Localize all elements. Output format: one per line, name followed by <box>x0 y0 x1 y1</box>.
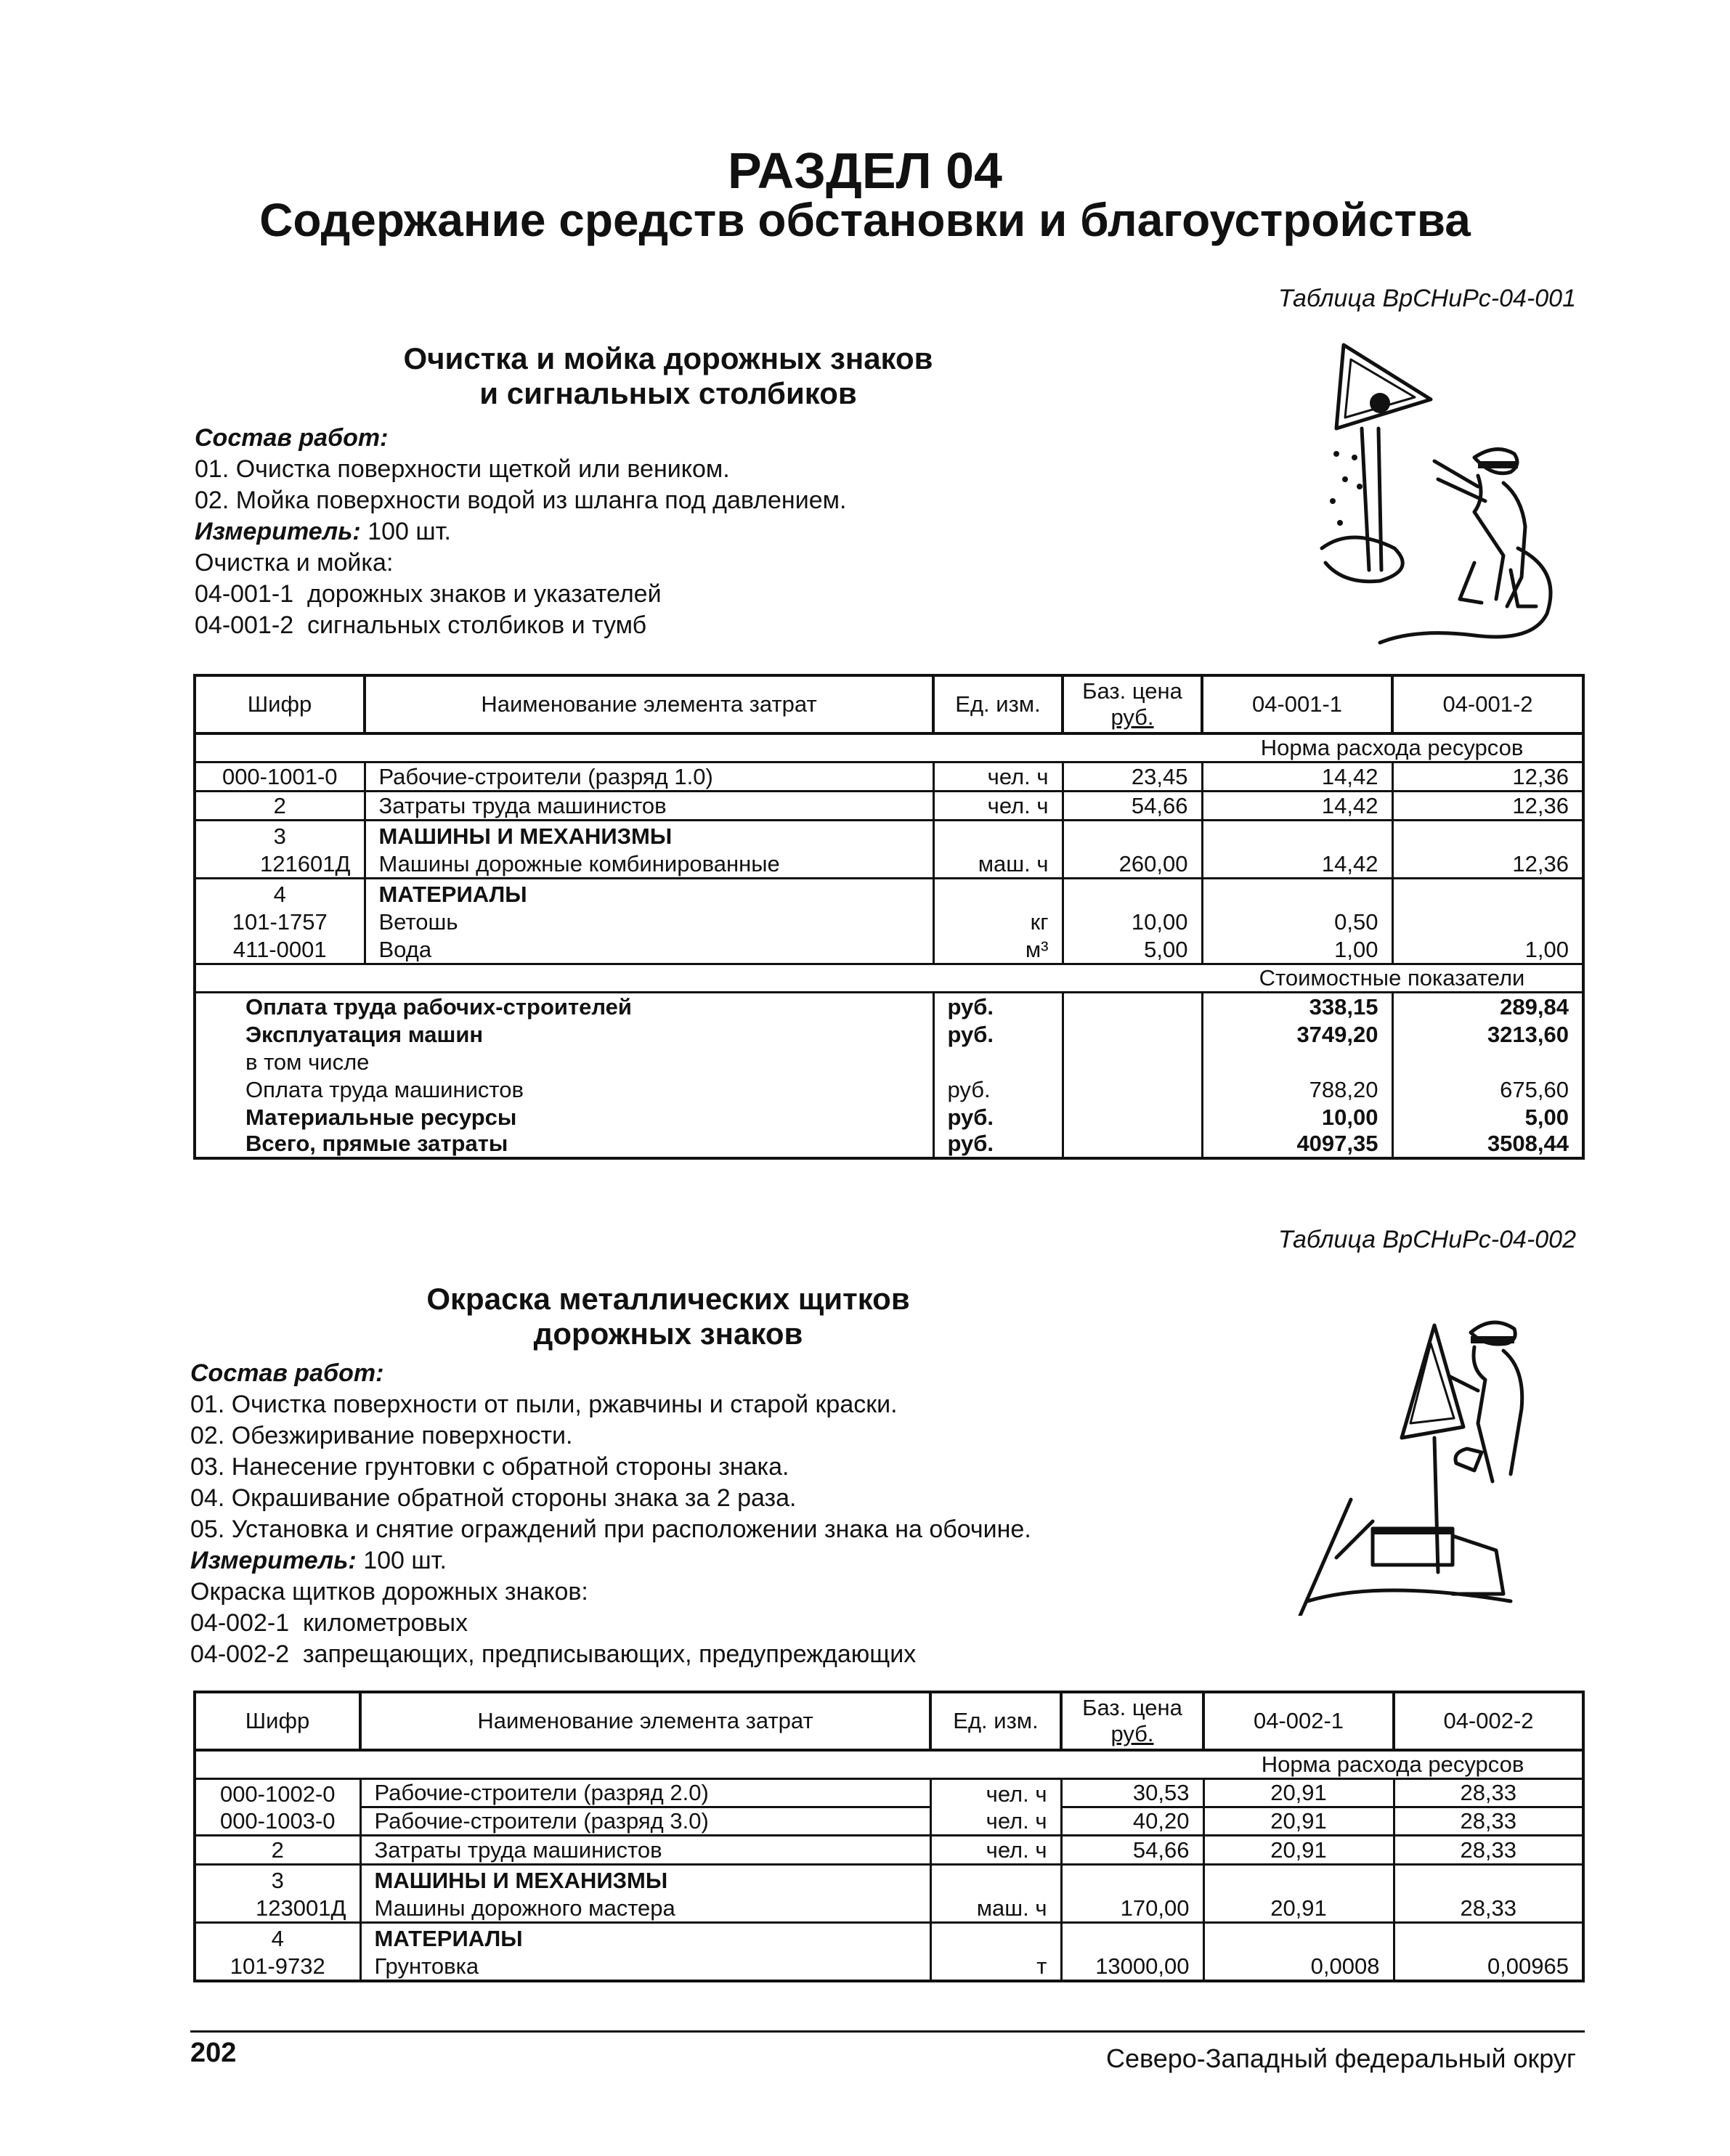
row-value2: 0,00965 <box>1487 1953 1569 1979</box>
table-title <box>305 1282 1031 1351</box>
row-unit: чел. ч <box>930 1836 1061 1865</box>
table-label: Таблица ВрСНиРс-04-002 <box>1278 1226 1576 1253</box>
cost-unit: руб. <box>933 993 1063 1020</box>
col-value1-header: 04-002-1 <box>1203 1692 1394 1750</box>
row-value1 <box>1202 821 1392 850</box>
row-price: 54,66 <box>1061 1836 1203 1865</box>
cost-header: Стоимостные показатели <box>1202 964 1583 993</box>
row-value2 <box>1392 908 1583 935</box>
cost-label: Оплата труда рабочих-строителей <box>195 993 933 1020</box>
table-row <box>195 1048 1583 1075</box>
col-code-header: Шифр <box>195 1692 360 1750</box>
table-title-line: Очистка и мойка дорожных знаков <box>403 341 933 375</box>
row-value2: 28,33 <box>1394 1779 1583 1807</box>
cost-unit: руб. <box>933 1103 1063 1131</box>
cost-table <box>193 1691 1585 1982</box>
work-step: 01. Очистка поверхности щеткой или веником. <box>195 455 730 483</box>
row-value1: 20,91 <box>1203 1836 1394 1865</box>
row-price <box>1063 879 1202 908</box>
meter-value: 100 шт. <box>363 1547 447 1574</box>
row-code: 411-0001 <box>195 935 365 964</box>
row-code: 101-9732 <box>195 1952 360 1981</box>
col-price-line: Баз. цена <box>1082 1695 1182 1720</box>
row-name: МАШИНЫ И МЕХАНИЗМЫ <box>360 1865 930 1894</box>
cost-label: Всего, прямые затраты <box>195 1131 933 1158</box>
norm-header: Норма расхода ресурсов <box>1202 733 1583 762</box>
intro-line: Окраска щитков дорожных знаков: <box>190 1578 588 1606</box>
row-value1: 1,00 <box>1202 935 1392 964</box>
composition-label: Состав работ: <box>195 424 389 452</box>
table-row <box>195 1131 1583 1158</box>
row-unit: чел. ч <box>933 762 1063 792</box>
cost-unit: руб. <box>933 1020 1063 1048</box>
row-value1 <box>1203 1923 1394 1952</box>
page-number: 202 <box>190 2038 237 2068</box>
painting-sign-illustration <box>1293 1311 1554 1616</box>
row-unit <box>933 821 1063 850</box>
item-line: 04-002-2 запрещающих, предписывающих, предупреждающих <box>190 1640 917 1668</box>
cost-unit: руб. <box>933 1131 1063 1158</box>
row-unit: т <box>930 1952 1061 1981</box>
cost-value1: 3749,20 <box>1202 1020 1392 1048</box>
table-row <box>195 1923 1583 1952</box>
row-unit <box>930 1865 1061 1894</box>
table-title-line: и сигнальных столбиков <box>479 376 857 410</box>
cost-value2: 289,84 <box>1500 993 1569 1020</box>
washing-sign-illustration <box>1293 330 1583 650</box>
table-row <box>195 1952 1583 1981</box>
table-row <box>1063 1075 1202 1103</box>
row-value1: 20,91 <box>1203 1894 1394 1923</box>
meter-label: Измеритель: <box>195 518 361 545</box>
row-unit: кг <box>933 908 1063 935</box>
table-row <box>195 1807 1583 1836</box>
row-name: Затраты труда машинистов <box>365 792 933 821</box>
row-price: 54,66 <box>1063 792 1202 821</box>
row-value1: 20,91 <box>1203 1807 1394 1836</box>
table-row <box>195 908 1583 935</box>
row-unit <box>933 879 1063 908</box>
row-code: 2 <box>195 792 365 821</box>
cost-label: Оплата труда машинистов <box>195 1075 933 1103</box>
row-price: 5,00 <box>1063 935 1202 964</box>
cost-value2 <box>1392 1048 1583 1075</box>
row-price: 40,20 <box>1061 1807 1203 1836</box>
work-step: 03. Нанесение грунтовки с обратной стороны знака. <box>190 1453 789 1481</box>
row-value1: 20,91 <box>1203 1779 1394 1807</box>
table-row <box>195 1836 1583 1865</box>
row-code: 000-1001-0 <box>195 762 365 792</box>
row-value2 <box>1392 821 1583 850</box>
row-name: МАТЕРИАЛЫ <box>365 879 933 908</box>
row-unit: чел. ч <box>933 792 1063 821</box>
table-row <box>1063 993 1202 1020</box>
row-name: МАШИНЫ И МЕХАНИЗМЫ <box>365 821 933 850</box>
row-name: Рабочие-строители (разряд 1.0) <box>365 762 933 792</box>
footer-divider <box>190 2030 1585 2033</box>
composition-label: Состав работ: <box>190 1359 384 1387</box>
row-code: 3 <box>195 821 365 850</box>
row-price: 260,00 <box>1063 850 1202 879</box>
row-value1 <box>1203 1865 1394 1894</box>
col-price-header <box>1063 675 1202 733</box>
row-value2: 12,36 <box>1392 792 1583 821</box>
row-unit <box>930 1923 1061 1952</box>
row-code: 2 <box>195 1836 360 1865</box>
row-value2: 1,00 <box>1392 935 1583 964</box>
cost-label: Материальные ресурсы <box>195 1103 933 1131</box>
table-row <box>195 1865 1583 1894</box>
row-code: 101-1757 <box>195 908 365 935</box>
table-row <box>195 935 1583 964</box>
row-price <box>1061 1923 1203 1952</box>
row-code: 123001Д <box>195 1894 360 1923</box>
col-name-header: Наименование элемента затрат <box>365 675 933 733</box>
row-value1: 14,42 <box>1202 762 1392 792</box>
norm-header: Норма расхода ресурсов <box>1203 1750 1583 1779</box>
cost-value1 <box>1202 1048 1392 1075</box>
row-value2: 28,33 <box>1394 1807 1583 1836</box>
row-code: 000-1003-0 <box>195 1807 360 1836</box>
col-value2-header: 04-002-2 <box>1394 1692 1583 1750</box>
section-title: Содержание средств обстановки и благоустройства <box>259 194 1471 246</box>
table-row <box>195 1103 1583 1131</box>
row-unit: чел. ч <box>930 1807 1061 1836</box>
cost-table <box>193 674 1585 1160</box>
meter-value: 100 шт. <box>367 518 451 545</box>
table-row <box>195 964 1583 993</box>
work-step: 01. Очистка поверхности от пыли, ржавчины и старой краски. <box>190 1391 898 1418</box>
work-step: 05. Установка и снятие ограждений при расположении знака на обочине. <box>190 1516 1031 1543</box>
row-code: 3 <box>195 1865 360 1894</box>
work-step: 04. Окрашивание обратной стороны знака за 2 раза. <box>190 1484 797 1512</box>
cost-value1: 4097,35 <box>1202 1131 1392 1158</box>
row-value2 <box>1392 879 1583 908</box>
work-description <box>195 423 846 641</box>
meter-line <box>195 516 846 548</box>
cost-value2: 5,00 <box>1524 1104 1569 1130</box>
item-line: 04-002-1 километровых <box>190 1609 468 1637</box>
row-code: 121601Д <box>195 850 365 879</box>
row-value2: 12,36 <box>1392 762 1583 792</box>
table-title <box>305 341 1031 411</box>
cost-unit <box>933 1048 1063 1075</box>
col-name-header: Наименование элемента затрат <box>360 1692 930 1750</box>
table-row <box>195 1075 1583 1103</box>
cost-label: в том числе <box>195 1048 933 1075</box>
cost-value2: 3213,60 <box>1487 1021 1569 1047</box>
cost-unit: руб. <box>933 1075 1063 1103</box>
table-row <box>195 1779 1583 1807</box>
table-title-line: Окраска металлических щитков <box>426 1282 910 1316</box>
table-title-line: дорожных знаков <box>533 1317 803 1351</box>
col-price-line: руб. <box>1110 1721 1154 1746</box>
table-row <box>195 879 1583 908</box>
work-description <box>190 1358 1031 1670</box>
footer-region: Северо-Западный федеральный округ <box>1105 2043 1576 2073</box>
row-value1 <box>1202 879 1392 908</box>
table-row <box>195 762 1583 792</box>
cost-value1: 788,20 <box>1202 1075 1392 1103</box>
cost-value1: 10,00 <box>1202 1103 1392 1131</box>
table-row <box>195 964 1202 993</box>
table-row <box>195 850 1583 879</box>
table-row <box>195 821 1583 850</box>
cost-label: Эксплуатация машин <box>195 1020 933 1048</box>
table-label: Таблица ВрСНиРс-04-001 <box>1278 285 1576 312</box>
row-code: 4 <box>195 1923 360 1952</box>
col-price-header <box>1061 1692 1203 1750</box>
col-code-header: Шифр <box>195 675 365 733</box>
row-code: 000-1002-0 <box>195 1779 360 1807</box>
row-value2: 12,36 <box>1392 850 1583 879</box>
row-name: Грунтовка <box>360 1952 930 1981</box>
row-name: МАТЕРИАЛЫ <box>360 1923 930 1952</box>
col-unit-header: Ед. изм. <box>930 1692 1061 1750</box>
col-price-line: Баз. цена <box>1082 678 1182 704</box>
row-unit: маш. ч <box>930 1894 1061 1923</box>
row-name: Вода <box>365 935 933 964</box>
row-name: Затраты труда машинистов <box>360 1836 930 1865</box>
cost-value1: 338,15 <box>1202 993 1392 1020</box>
section-heading: РАЗДЕЛ 04 <box>728 142 1002 199</box>
work-step: 02. Обезжиривание поверхности. <box>190 1422 573 1449</box>
meter-label: Измеритель: <box>190 1547 357 1574</box>
row-value2 <box>1394 1923 1583 1952</box>
row-name: Машины дорожного мастера <box>360 1894 930 1923</box>
cost-value2: 3508,44 <box>1487 1130 1569 1156</box>
row-value1: 0,0008 <box>1203 1952 1394 1981</box>
col-price-line: руб. <box>1110 704 1154 730</box>
row-value1: 0,50 <box>1202 908 1392 935</box>
row-name: Машины дорожные комбинированные <box>365 850 933 879</box>
col-unit-header: Ед. изм. <box>933 675 1063 733</box>
row-price: 10,00 <box>1063 908 1202 935</box>
row-price: 13000,00 <box>1061 1952 1203 1981</box>
row-unit: м³ <box>933 935 1063 964</box>
item-line: 04-001-2 сигнальных столбиков и тумб <box>195 611 647 639</box>
row-price: 170,00 <box>1061 1894 1203 1923</box>
row-unit: чел. ч <box>930 1779 1061 1807</box>
row-name: Ветошь <box>365 908 933 935</box>
table-row <box>195 993 1583 1020</box>
table-row <box>1063 1103 1202 1131</box>
row-unit: маш. ч <box>933 850 1063 879</box>
row-value1: 14,42 <box>1202 850 1392 879</box>
table-row <box>1063 1048 1202 1075</box>
row-value2: 28,33 <box>1394 1836 1583 1865</box>
table-row <box>1063 1131 1202 1158</box>
table-row <box>195 1894 1583 1923</box>
item-line: 04-001-1 дорожных знаков и указателей <box>195 580 662 608</box>
row-value2 <box>1394 1865 1583 1894</box>
table-row <box>195 1750 1203 1779</box>
work-step: 02. Мойка поверхности водой из шланга под давлением. <box>195 487 847 514</box>
row-price: 30,53 <box>1061 1779 1203 1807</box>
row-price <box>1063 821 1202 850</box>
table-row <box>195 792 1583 821</box>
meter-line <box>190 1545 1031 1577</box>
row-name: Рабочие-строители (разряд 2.0) <box>360 1779 930 1807</box>
table-row <box>1063 1020 1202 1048</box>
cost-value2: 675,60 <box>1500 1076 1569 1102</box>
row-code: 4 <box>195 879 365 908</box>
col-value1-header: 04-001-1 <box>1202 675 1392 733</box>
row-value1: 14,42 <box>1202 792 1392 821</box>
row-value2: 28,33 <box>1394 1894 1583 1923</box>
table-row <box>195 1020 1583 1048</box>
row-price <box>1061 1865 1203 1894</box>
table-row <box>195 733 1202 762</box>
col-value2-header: 04-001-2 <box>1392 675 1583 733</box>
intro-line: Очистка и мойка: <box>195 549 394 577</box>
row-price: 23,45 <box>1063 762 1202 792</box>
row-name: Рабочие-строители (разряд 3.0) <box>360 1807 930 1836</box>
